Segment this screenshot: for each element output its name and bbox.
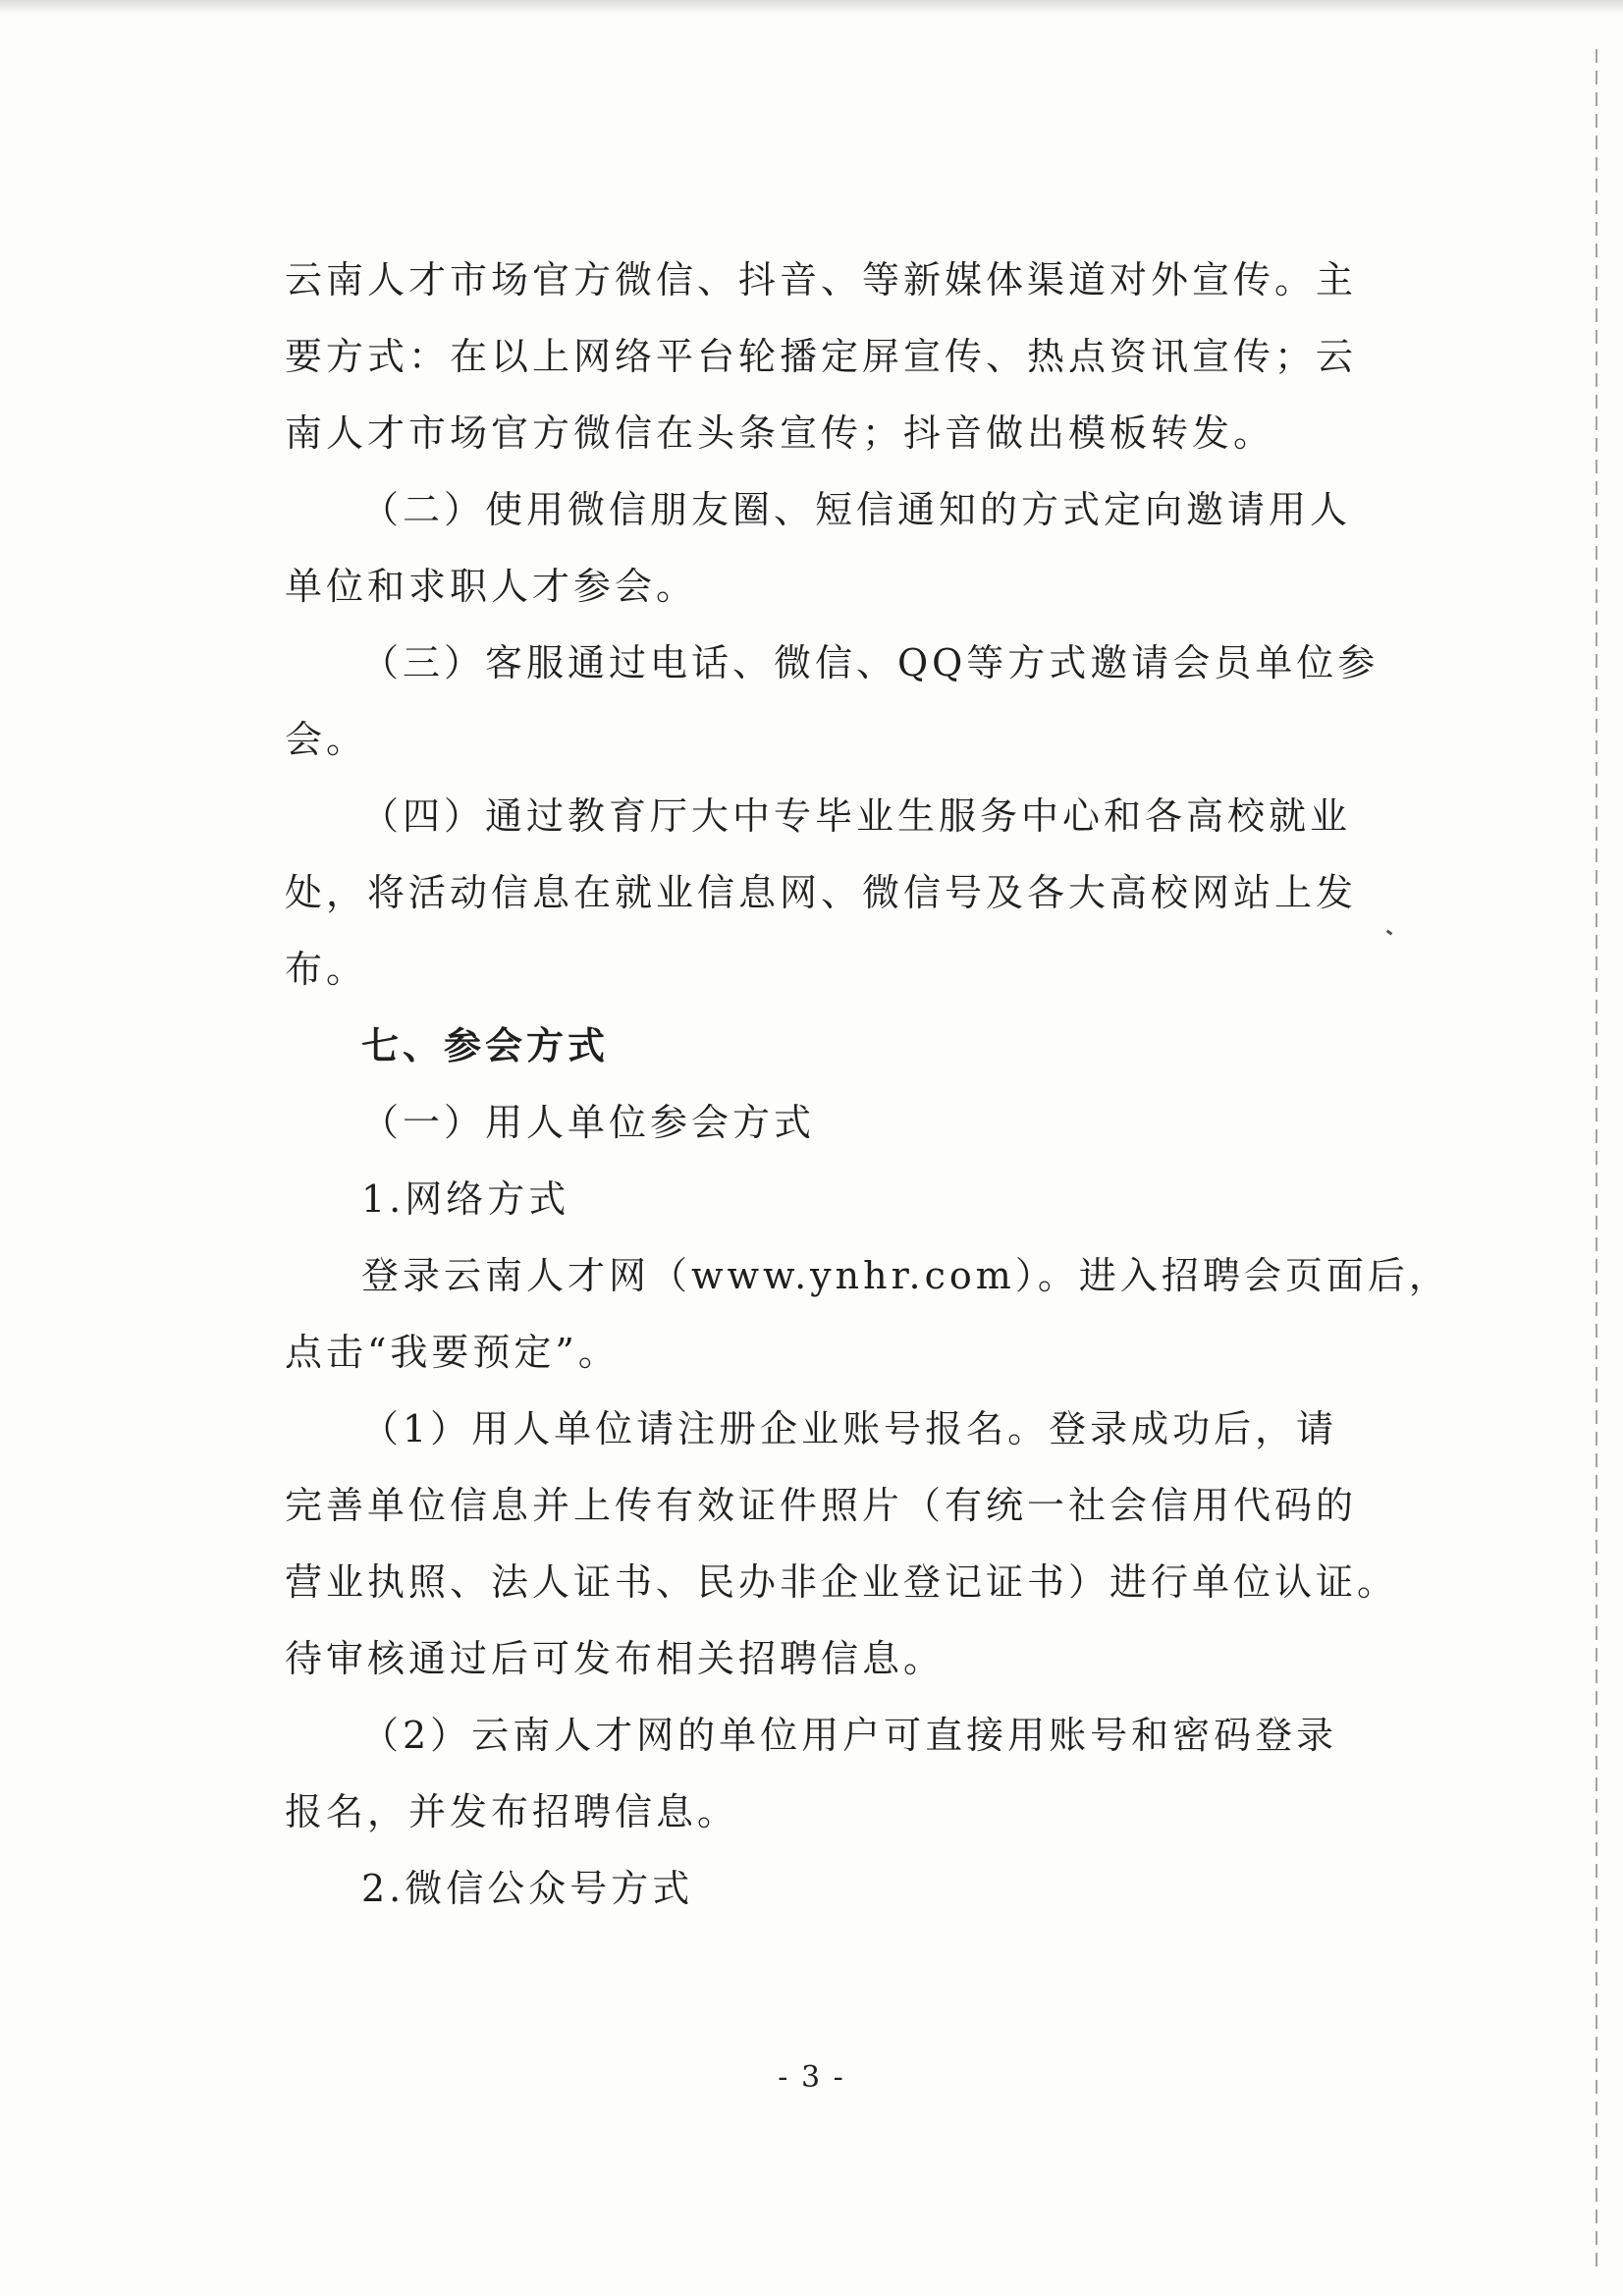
paragraph-line: 处，将活动信息在就业信息网、微信号及各大高校网站上发	[285, 871, 1358, 914]
paragraph-line: 点击“我要预定”。	[285, 1331, 620, 1374]
scan-top-shadow	[0, 0, 1623, 14]
paragraph-line: 南人才市场官方微信在头条宣传；抖音做出模板转发。	[285, 411, 1275, 455]
scan-speck	[1386, 930, 1393, 936]
paragraph-line: 完善单位信息并上传有效证件照片（有统一社会信用代码的	[285, 1484, 1358, 1527]
subsection-title: （一）用人单位参会方式	[361, 1101, 816, 1144]
page-number: - 3 -	[778, 2060, 845, 2095]
paragraph-line: 云南人才市场官方微信、抖音、等新媒体渠道对外宣传。主	[285, 258, 1358, 301]
paragraph-line: 报名，并发布招聘信息。	[285, 1790, 739, 1833]
paragraph-line: 登录云南人才网（www.ynhr.com）。进入招聘会页面后，	[361, 1254, 1450, 1297]
paragraph-line: （二）使用微信朋友圈、短信通知的方式定向邀请用人	[361, 488, 1352, 531]
paragraph-line: （2）云南人才网的单位用户可直接用账号和密码登录	[361, 1714, 1338, 1757]
paragraph-line: （四）通过教育厅大中专毕业生服务中心和各高校就业	[361, 794, 1352, 838]
item-title: 2.微信公众号方式	[361, 1867, 694, 1910]
section-heading: 七、参会方式	[361, 1024, 610, 1067]
paragraph-line: （三）客服通过电话、微信、QQ等方式邀请会员单位参	[361, 641, 1380, 684]
paragraph-line: 要方式：在以上网络平台轮播定屏宣传、热点资讯宣传；云	[285, 335, 1358, 378]
paragraph-line: （1）用人单位请注册企业账号报名。登录成功后，请	[361, 1407, 1338, 1450]
paragraph-line: 营业执照、法人证书、民办非企业登记证书）进行单位认证。	[285, 1560, 1399, 1604]
scan-right-edge	[1596, 49, 1597, 2269]
item-title: 1.网络方式	[361, 1177, 570, 1221]
paragraph-line: 待审核通过后可发布相关招聘信息。	[285, 1637, 946, 1680]
paragraph-line: 布。	[285, 948, 368, 991]
paragraph-line: 会。	[285, 718, 368, 761]
paragraph-line: 单位和求职人才参会。	[285, 565, 698, 608]
